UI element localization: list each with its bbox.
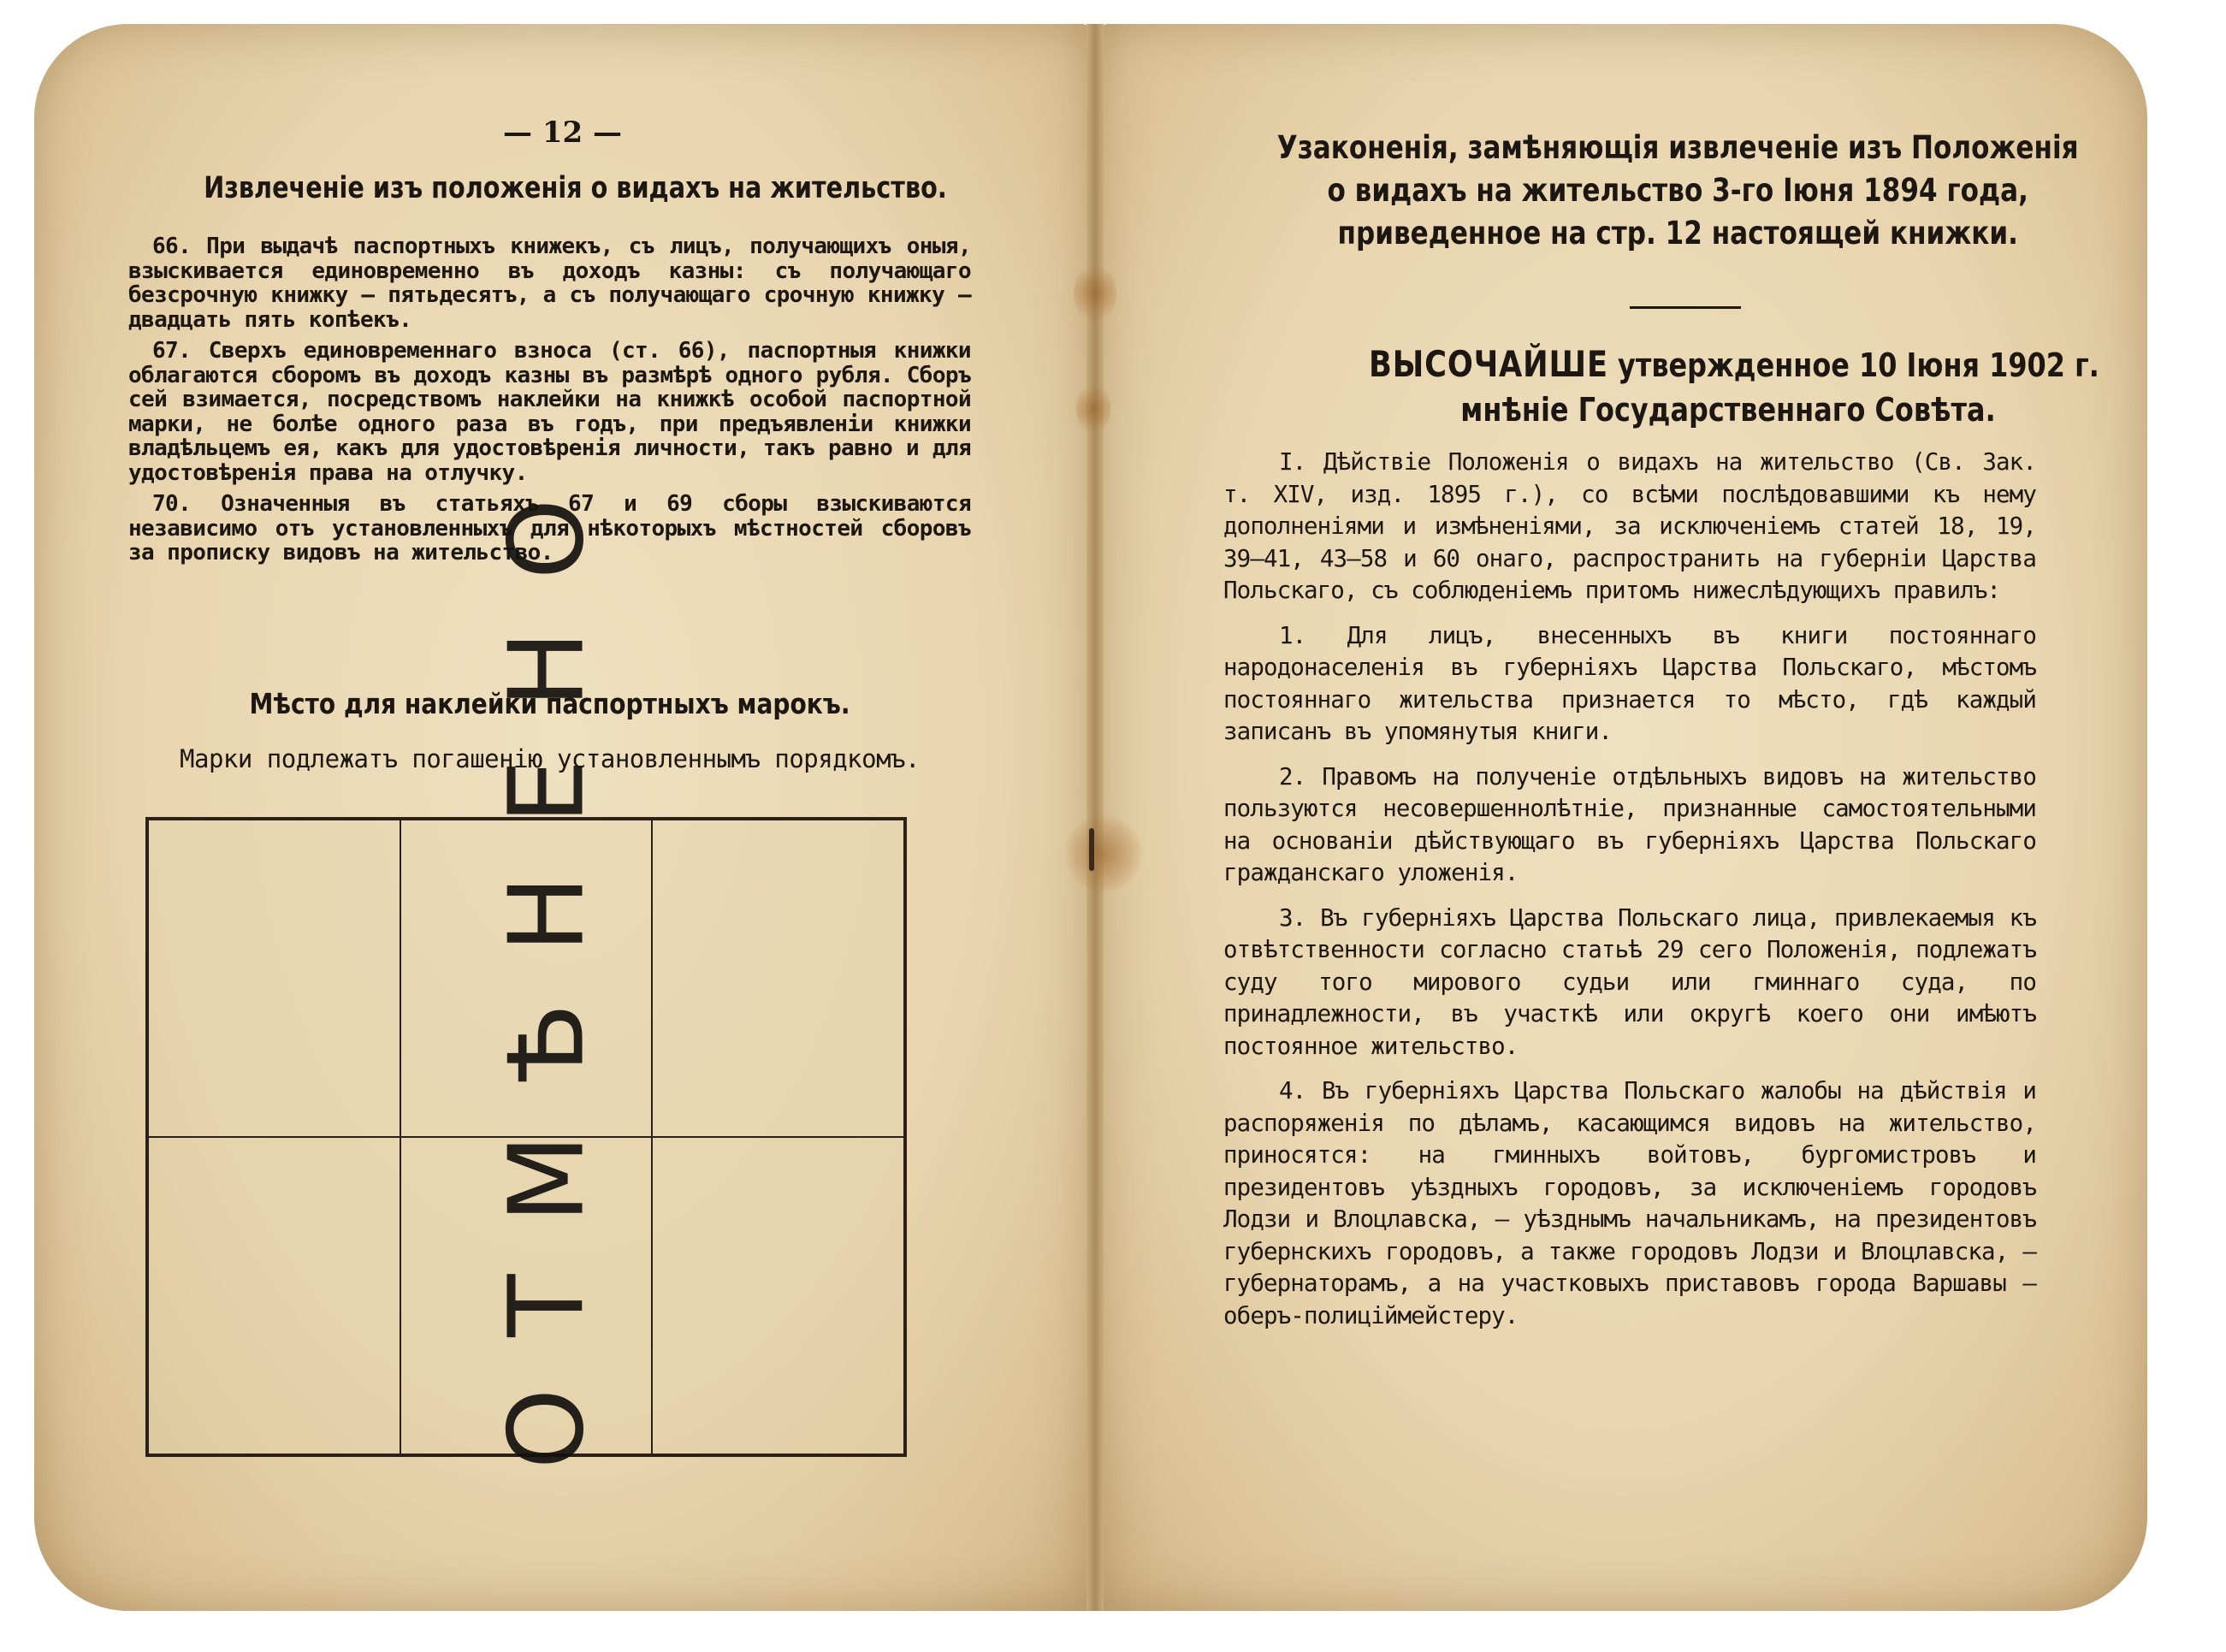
right-page-title [1268,127,2087,255]
article-66: 66. При выдачѣ паспортныхъ книжекъ, съ лицъ, получающихъ оныя, взыскивается единовременно въ доходъ казны: съ получающаго безсрочную книжку — пятьдесятъ, а съ получающаго срочную книжку — двадцать пять копѣекъ. [128,234,971,333]
stamp-cell [148,1137,400,1454]
rule-4: 4. Въ губерніяхъ Царства Польскаго жалобы на дѣйствія и распоряженія по дѣламъ, касающимся видовъ на жительство, приносятся: на гминныхъ войтовъ, бургомистровъ и президентовъ уѣздныхъ городовъ, за исключеніемъ городовъ Лодзи и Влоцлавска, — уѣзднымъ начальникамъ, на президентовъ губернскихъ городовъ, а также городовъ Лодзи и Влоцлавска, — губернаторамъ, а на участковыхъ приставовъ города Варшавы — оберъ-полицiймейстеру. [1223,1077,2036,1329]
rust-stain [1074,263,1116,323]
decree-heading-rest: утвержденное 10 Іюня 1902 г. [1607,346,2099,384]
decree-heading-prefix: ВЫСОЧАЙШЕ [1369,343,1608,385]
article-70: 70. Означенныя въ статьяхъ 67 и 69 сборы взыскиваются независимо отъ установленныхъ для нѣкоторыхъ мѣстностей сборовъ за прописку видовъ на жительство. [128,491,971,565]
article-67: 67. Сверхъ единовременнаго взноса (ст. 66), паспортныя книжки облагаются сборомъ въ доходъ казны въ размѣрѣ одного рубля. Сборъ сей взимается, посредствомъ наклейки на книжкѣ особой паспортной марки, не болѣе одного раза въ годъ, при предъявленіи книжки владѣльцемъ ея, какъ для удостовѣренія личности, такъ равно и для удостовѣренія права на отлучку. [128,338,971,486]
stamp-cell [148,820,400,1137]
rule-1: 1. Для лицъ, внесенныхъ въ книги постояннаго народонаселенія въ губерніяхъ Царства Польскаго, мѣстомъ постояннаго жительства признается то мѣсто, гдѣ каждый записанъ въ упомянутыя книги. [1223,621,2036,745]
right-page-body [1223,447,2036,1345]
rule-2: 2. Правомъ на полученіе отдѣльныхъ видовъ на жительство пользуются несовершеннолѣтніе, признанные самостоятельными на основаніи дѣйствующаго въ губерніяхъ Царства Польскаго гражданскаго уложенія. [1223,762,2036,886]
staple [1089,828,1094,871]
right-title-line: приведенное на стр. 12 настоящей книжки. [1337,215,2018,252]
stamp-area-note: Марки подлежатъ погашенію установленнымъ порядкомъ. [180,744,920,773]
rust-stain [1065,815,1142,892]
stamp-area-heading: Мѣсто для наклейки паспортныхъ марокъ. [249,687,850,720]
right-title-line: Узаконенія, замѣняющія извлеченіе изъ Положенія [1276,129,2079,166]
page-number: — 12 — [503,115,622,150]
decree-heading-line2: мнѣніе Государственнаго Совѣта. [1460,391,1996,429]
section-1: I. Дѣйствіе Положенія о видахъ на жительство (Св. Зак. т. XIV, изд. 1895 г.), со всѣми послѣдовавшими къ нему дополненіями и измѣненіями, за исключеніемъ статей 18, 19, 39—41, 43—58 и 60 онаго, распространить на губерніи Царства Польскаго, съ соблюденіемъ притомъ нижеслѣдующихъ правилъ: [1223,448,2036,604]
cancellation-stamp: ОТМѢНЕНО [488,447,607,1470]
rule-3: 3. Въ губерніяхъ Царства Польскаго лица, привлекаемыя къ отвѣтственности согласно статьѣ 29 сего Положенія, подлежатъ суду того мирового судьи или гминнаго суда, по принадлежности, въ участкѣ или округѣ коего они имѣютъ постоянное жительство. [1223,903,2036,1060]
right-title-line: о видахъ на жительство 3-го Іюня 1894 года, [1327,172,2028,209]
left-page-title: Извлеченіе изъ положенія о видахъ на жительство. [204,171,947,205]
decree-heading [1369,342,2099,432]
divider-rule [1630,306,1741,309]
rust-stain [1076,383,1110,435]
stamp-cell [652,1137,904,1454]
stamp-cell [652,820,904,1137]
